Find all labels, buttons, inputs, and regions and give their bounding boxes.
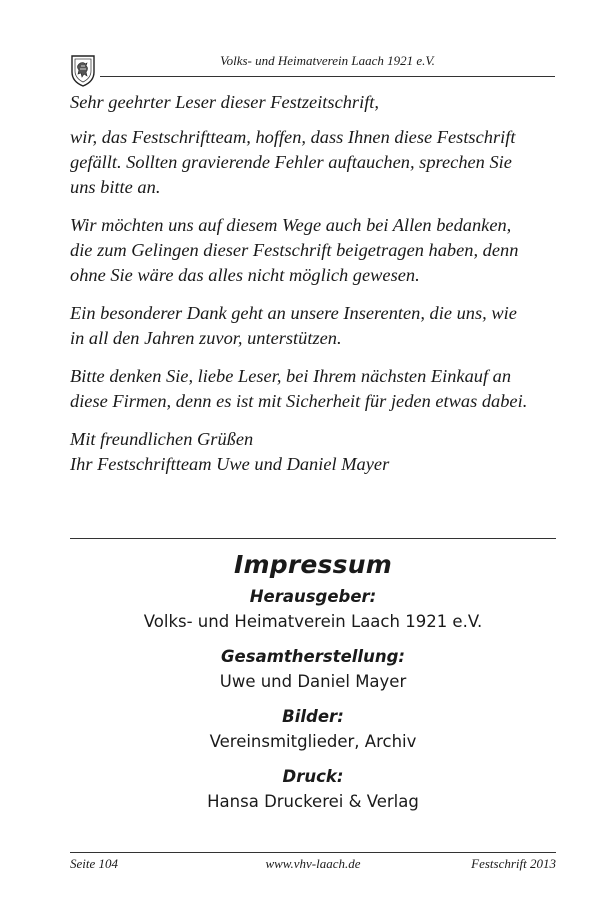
section-divider xyxy=(70,538,556,539)
paragraph-line: gefällt. Sollten gravierende Fehler auftauchen, sprechen Sie xyxy=(70,152,512,172)
header-title: Volks- und Heimatverein Laach 1921 e.V. xyxy=(220,53,435,68)
impressum-entry-publisher xyxy=(70,585,556,635)
paragraph-line: ohne Sie wäre das alles nicht möglich gewesen. xyxy=(70,265,420,285)
footer-publication: Festschrift 2013 xyxy=(471,856,556,871)
impressum-entry-production xyxy=(70,645,556,695)
closing xyxy=(70,427,556,477)
paragraph-line: wir, das Festschriftteam, hoffen, dass Ihnen diese Festschrift xyxy=(70,127,516,147)
paragraph-2 xyxy=(70,213,556,288)
footer-website: www.vhv-laach.de xyxy=(265,856,361,871)
header-divider xyxy=(100,76,555,77)
paragraph-line: die zum Gelingen dieser Festschrift beigetragen haben, denn xyxy=(70,240,519,260)
paragraph-line: in all den Jahren zuvor, unterstützen. xyxy=(70,328,342,348)
paragraph-line: Ein besonderer Dank geht an unsere Inserenten, die uns, wie xyxy=(70,303,517,323)
impressum-label: Bilder: xyxy=(282,707,344,726)
paragraph-line: Wir möchten uns auf diesem Wege auch bei Allen bedanken, xyxy=(70,215,512,235)
paragraph-line: Bitte denken Sie, liebe Leser, bei Ihrem nächsten Einkauf an xyxy=(70,366,512,386)
paragraph-4 xyxy=(70,364,556,414)
impressum-entry-print xyxy=(70,765,556,815)
impressum-label: Druck: xyxy=(282,767,344,786)
paragraph-line: diese Firmen, denn es ist mit Sicherheit für jeden etwas dabei. xyxy=(70,391,528,411)
impressum-value: Uwe und Daniel Mayer xyxy=(219,672,407,691)
coat-of-arms-icon xyxy=(70,54,96,88)
letter-body xyxy=(70,90,556,477)
impressum-label: Gesamtherstellung: xyxy=(221,647,405,666)
impressum-value: Hansa Druckerei & Verlag xyxy=(207,792,419,811)
closing-signature: Ihr Festschriftteam Uwe und Daniel Mayer xyxy=(70,454,390,474)
impressum-label: Herausgeber: xyxy=(249,587,377,606)
closing-greeting: Mit freundlichen Grüßen xyxy=(70,429,254,449)
paragraph-1 xyxy=(70,125,556,200)
paragraph-line: uns bitte an. xyxy=(70,177,161,197)
impressum-value: Vereinsmitglieder, Archiv xyxy=(209,732,417,751)
footer-divider xyxy=(70,852,556,853)
impressum-value: Volks- und Heimatverein Laach 1921 e.V. xyxy=(143,612,483,631)
impressum-title: Impressum xyxy=(234,550,392,579)
salutation: Sehr geehrter Leser dieser Festzeitschrift, xyxy=(70,92,380,112)
paragraph-3 xyxy=(70,301,556,351)
impressum-section xyxy=(70,547,556,825)
footer-page-number: Seite 104 xyxy=(70,856,119,871)
impressum-entry-images xyxy=(70,705,556,755)
